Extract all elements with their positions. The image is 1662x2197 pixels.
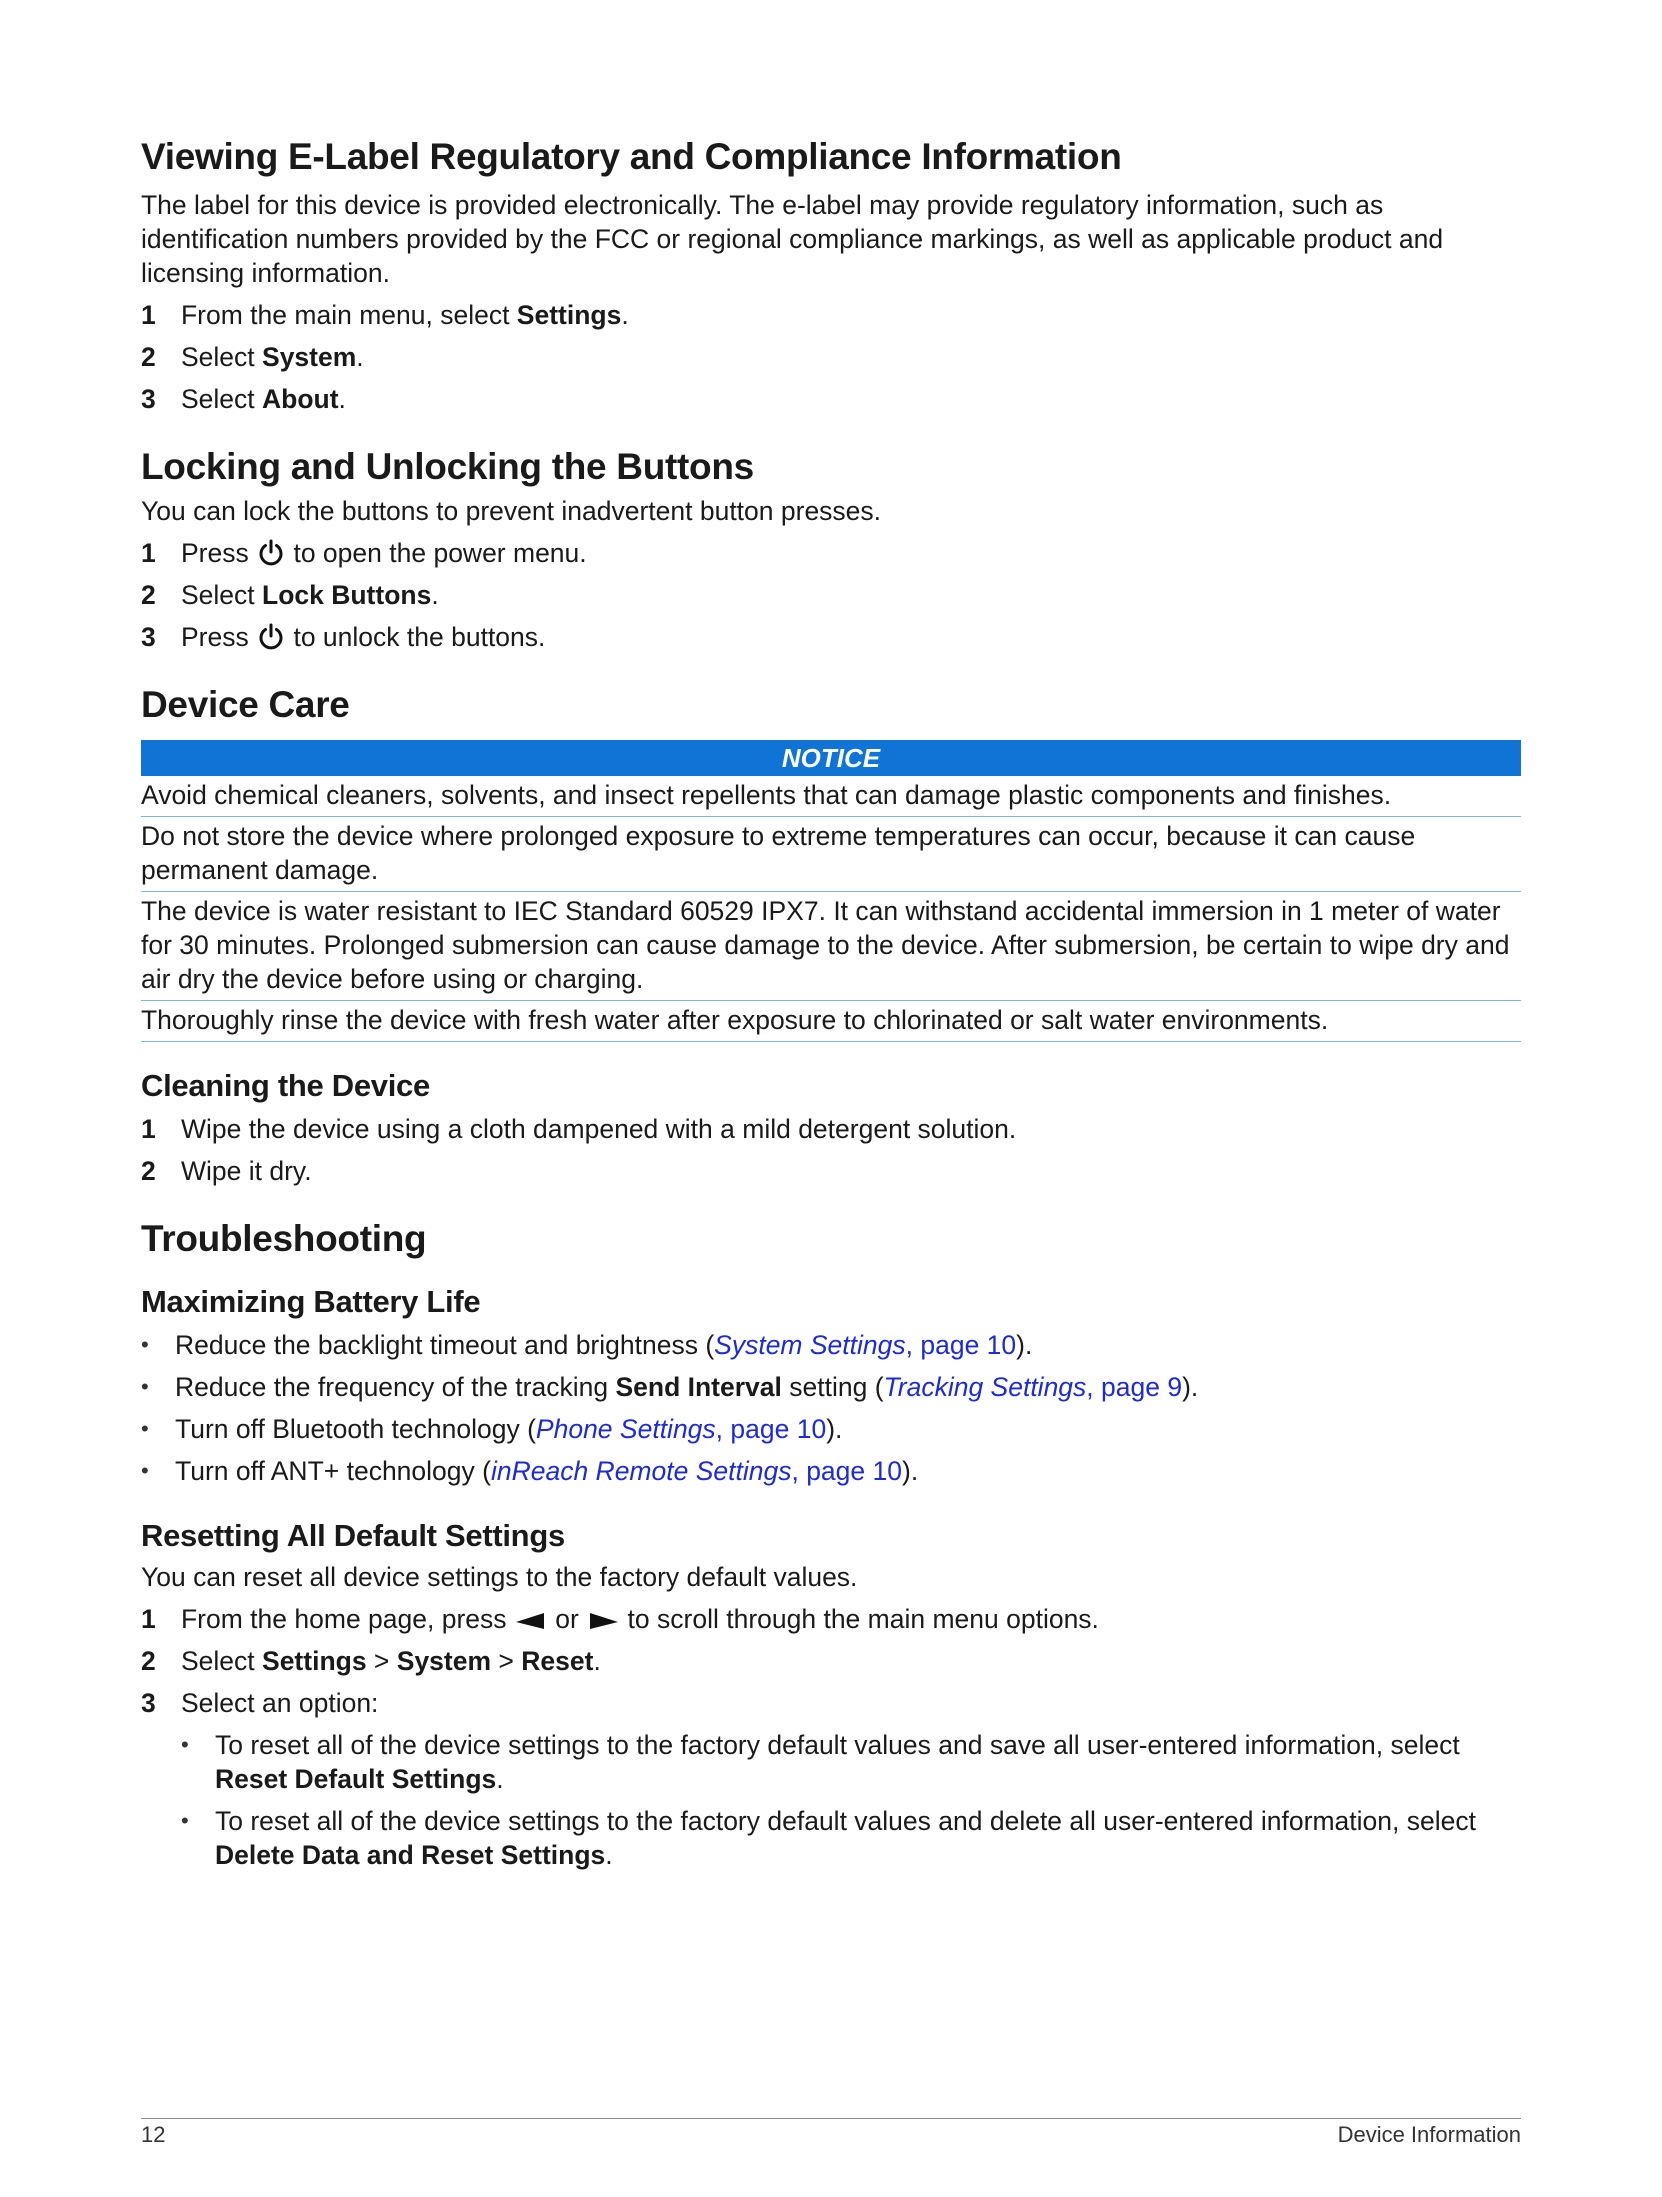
list-item bbox=[141, 1454, 1521, 1488]
step-number: 3 bbox=[141, 1688, 156, 1718]
locking-steps bbox=[141, 536, 1521, 654]
step-text: From the home page, press bbox=[181, 1604, 514, 1634]
page-number: 12 bbox=[141, 2122, 166, 2147]
step-number: 2 bbox=[141, 580, 156, 610]
notice-row: Thoroughly rinse the device with fresh water after exposure to chlorinated or salt water environments. bbox=[141, 1001, 1521, 1042]
care-section bbox=[141, 684, 1521, 1042]
step-text: . bbox=[593, 1646, 601, 1676]
step-number: 2 bbox=[141, 1156, 156, 1186]
power-icon bbox=[256, 622, 286, 652]
link-title[interactable]: Phone Settings bbox=[535, 1414, 716, 1444]
path-separator: > bbox=[366, 1646, 397, 1676]
step-text: Select bbox=[181, 580, 263, 610]
elabel-intro: The label for this device is provided electronically. The e-label may provide regulatory information, such as identification numbers provided by the FCC or regional compliance markings, as well as applicable product and licensing information. bbox=[141, 190, 1444, 288]
list-item bbox=[141, 1602, 1521, 1636]
step-text: . bbox=[431, 580, 439, 610]
locking-intro: You can lock the buttons to prevent inadvertent button presses. bbox=[141, 496, 882, 526]
menu-label: Settings bbox=[262, 1646, 367, 1676]
link-title[interactable]: Tracking Settings bbox=[883, 1372, 1087, 1402]
reset-intro: You can reset all device settings to the factory default values. bbox=[141, 1562, 858, 1592]
step-text: to unlock the buttons. bbox=[286, 622, 546, 652]
list-item bbox=[141, 1686, 1521, 1872]
list-item bbox=[141, 382, 1521, 416]
list-item bbox=[141, 340, 1521, 374]
step-number: 1 bbox=[141, 300, 156, 330]
step-number: 3 bbox=[141, 384, 156, 414]
system-settings-link[interactable] bbox=[714, 1330, 1016, 1360]
list-item bbox=[141, 1644, 1521, 1678]
step-text: Select an option: bbox=[181, 1688, 379, 1718]
bullet-icon: • bbox=[141, 1416, 149, 1441]
menu-label: Lock Buttons bbox=[262, 580, 432, 610]
option-text: . bbox=[496, 1764, 504, 1794]
link-page[interactable]: , page 10 bbox=[791, 1456, 902, 1486]
list-item bbox=[141, 578, 1521, 612]
elabel-heading: Viewing E-Label Regulatory and Compliance Information bbox=[141, 136, 1122, 177]
list-item bbox=[141, 536, 1521, 570]
step-number: 2 bbox=[141, 342, 156, 372]
tip-text: Turn off Bluetooth technology ( bbox=[175, 1414, 536, 1444]
tip-text: ). bbox=[1016, 1330, 1033, 1360]
bullet-icon: • bbox=[181, 1808, 189, 1833]
link-title[interactable]: System Settings bbox=[714, 1330, 906, 1360]
step-number: 1 bbox=[141, 1604, 156, 1634]
option-text: To reset all of the device settings to the factory default values and save all user-entered information, select bbox=[215, 1730, 1460, 1760]
care-heading: Device Care bbox=[141, 684, 350, 725]
step-text: Wipe the device using a cloth dampened with a mild detergent solution. bbox=[181, 1114, 1017, 1144]
menu-label: System bbox=[396, 1646, 492, 1676]
link-page[interactable]: , page 10 bbox=[905, 1330, 1017, 1360]
menu-label: System bbox=[262, 342, 357, 372]
footer-section-name: Device Information bbox=[1337, 2122, 1521, 2147]
step-text: Press bbox=[181, 538, 257, 568]
troubleshooting-section bbox=[141, 1218, 1521, 1260]
option-text: To reset all of the device settings to the factory default values and delete all user-entered information, select bbox=[215, 1806, 1476, 1836]
power-icon bbox=[256, 538, 286, 568]
list-item bbox=[181, 1728, 1521, 1796]
list-item bbox=[141, 1328, 1521, 1362]
menu-label: Delete Data and Reset Settings bbox=[215, 1840, 606, 1870]
step-text: . bbox=[338, 384, 346, 414]
step-text: or bbox=[547, 1604, 587, 1634]
phone-settings-link[interactable] bbox=[536, 1414, 826, 1444]
step-text: to scroll through the main menu options. bbox=[620, 1604, 1099, 1634]
reset-section bbox=[141, 1518, 1521, 1872]
bullet-icon: • bbox=[181, 1732, 189, 1757]
step-number: 1 bbox=[141, 538, 156, 568]
option-text: . bbox=[605, 1840, 613, 1870]
list-item bbox=[141, 1154, 1521, 1188]
step-text: Select bbox=[181, 342, 263, 372]
list-item bbox=[141, 298, 1521, 332]
bullet-icon: • bbox=[141, 1332, 149, 1357]
notice-row: Do not store the device where prolonged exposure to extreme temperatures can occur, because it can cause permanent damage. bbox=[141, 817, 1521, 892]
notice-row: Avoid chemical cleaners, solvents, and insect repellents that can damage plastic components and finishes. bbox=[141, 776, 1521, 817]
locking-section bbox=[141, 446, 1521, 654]
list-item bbox=[141, 1112, 1521, 1146]
battery-tips bbox=[141, 1328, 1521, 1488]
tip-text: ). bbox=[826, 1414, 843, 1444]
step-text: Select bbox=[181, 1646, 263, 1676]
link-title[interactable]: inReach Remote Settings bbox=[490, 1456, 792, 1486]
step-text: From the main menu, select bbox=[181, 300, 517, 330]
menu-label: Settings bbox=[516, 300, 622, 330]
bullet-icon: • bbox=[141, 1374, 149, 1399]
list-item bbox=[141, 1412, 1521, 1446]
bullet-icon: • bbox=[141, 1458, 149, 1483]
elabel-steps bbox=[141, 298, 1521, 416]
link-page[interactable]: , page 9 bbox=[1086, 1372, 1183, 1402]
elabel-section bbox=[141, 136, 1521, 416]
tip-text: setting ( bbox=[781, 1372, 884, 1402]
locking-heading: Locking and Unlocking the Buttons bbox=[141, 446, 754, 487]
menu-label: About bbox=[262, 384, 339, 414]
cleaning-heading: Cleaning the Device bbox=[141, 1068, 430, 1103]
tip-text: Turn off ANT+ technology ( bbox=[175, 1456, 491, 1486]
footer-divider bbox=[141, 2118, 1521, 2119]
cleaning-section bbox=[141, 1068, 1521, 1188]
path-separator: > bbox=[491, 1646, 522, 1676]
step-text: Wipe it dry. bbox=[181, 1156, 312, 1186]
list-item bbox=[141, 1370, 1521, 1404]
list-item bbox=[181, 1804, 1521, 1872]
step-text: to open the power menu. bbox=[286, 538, 587, 568]
tip-text: Reduce the frequency of the tracking bbox=[175, 1372, 616, 1402]
left-arrow-icon bbox=[514, 1609, 548, 1631]
step-text: . bbox=[356, 342, 364, 372]
tip-text: ). bbox=[1182, 1372, 1199, 1402]
step-text: Press bbox=[181, 622, 257, 652]
notice-row: The device is water resistant to IEC Standard 60529 IPX7. It can withstand accidental immersion in 1 meter of water for 30 minutes. Prolonged submersion can cause damage to the device. After submersion, be certain to wipe dry and air dry the device before using or charging. bbox=[141, 892, 1521, 1001]
right-arrow-icon bbox=[586, 1609, 620, 1631]
battery-heading: Maximizing Battery Life bbox=[141, 1284, 481, 1319]
troubleshooting-heading: Troubleshooting bbox=[141, 1218, 427, 1259]
page-content bbox=[141, 136, 1521, 1872]
step-number: 3 bbox=[141, 622, 156, 652]
tip-text: ). bbox=[902, 1456, 919, 1486]
step-number: 2 bbox=[141, 1646, 156, 1676]
reset-steps bbox=[141, 1602, 1521, 1872]
tracking-settings-link[interactable] bbox=[884, 1372, 1183, 1402]
step-text: Select bbox=[181, 384, 263, 414]
step-number: 1 bbox=[141, 1114, 156, 1144]
battery-section bbox=[141, 1284, 1521, 1488]
menu-label: Reset Default Settings bbox=[215, 1764, 497, 1794]
step-text: . bbox=[621, 300, 629, 330]
menu-label: Send Interval bbox=[615, 1372, 782, 1402]
tip-text: Reduce the backlight timeout and brightness ( bbox=[175, 1330, 715, 1360]
inreach-remote-settings-link[interactable] bbox=[491, 1456, 902, 1486]
notice-banner: NOTICE bbox=[141, 740, 1521, 776]
menu-label: Reset bbox=[521, 1646, 594, 1676]
list-item bbox=[141, 620, 1521, 654]
link-page[interactable]: , page 10 bbox=[715, 1414, 827, 1444]
reset-options bbox=[181, 1728, 1521, 1872]
cleaning-steps bbox=[141, 1112, 1521, 1188]
reset-heading: Resetting All Default Settings bbox=[141, 1518, 565, 1553]
